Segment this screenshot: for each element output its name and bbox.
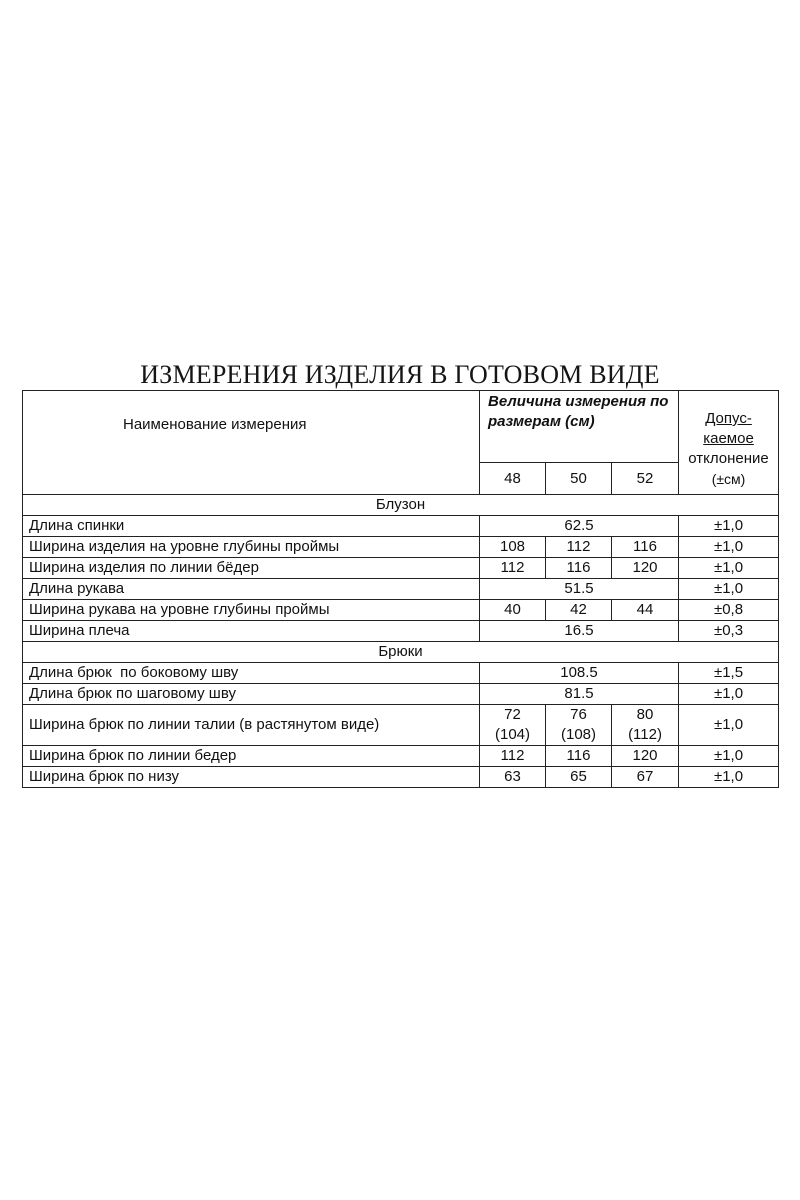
tolerance-header-line1: Допус- bbox=[705, 410, 752, 427]
table-row bbox=[23, 663, 779, 684]
measurement-name: Длина брюк по шаговому шву bbox=[23, 684, 480, 705]
measurement-name: Ширина изделия на уровне глубины проймы bbox=[23, 537, 480, 558]
measurement-value-50: 116 bbox=[546, 746, 612, 767]
measurement-value-50: 65 bbox=[546, 767, 612, 788]
measurement-value-52: 120 bbox=[612, 558, 679, 579]
tolerance-value: ±1,0 bbox=[679, 767, 779, 788]
table-row bbox=[23, 767, 779, 788]
header-row bbox=[23, 391, 779, 463]
measurement-value-48: 108 bbox=[480, 537, 546, 558]
section-row-trousers bbox=[23, 642, 779, 663]
measurement-name: Ширина плеча bbox=[23, 621, 480, 642]
table-row bbox=[23, 558, 779, 579]
measurement-value-52: 116 bbox=[612, 537, 679, 558]
table-row bbox=[23, 684, 779, 705]
table-row bbox=[23, 579, 779, 600]
tolerance-value: ±0,8 bbox=[679, 600, 779, 621]
tolerance-value: ±1,0 bbox=[679, 558, 779, 579]
table-row bbox=[23, 746, 779, 767]
table-row bbox=[23, 516, 779, 537]
measurement-value-48: 40 bbox=[480, 600, 546, 621]
tolerance-value: ±1,0 bbox=[679, 537, 779, 558]
measurement-name: Ширина брюк по линии бедер bbox=[23, 746, 480, 767]
tolerance-value: ±1,5 bbox=[679, 663, 779, 684]
measurement-value: 51.5 bbox=[480, 579, 679, 600]
measurement-name: Длина брюк по боковому шву bbox=[23, 663, 480, 684]
measurement-value-48: 112 bbox=[480, 746, 546, 767]
measurement-value: 81.5 bbox=[480, 684, 679, 705]
measurement-name: Длина спинки bbox=[23, 516, 480, 537]
measurements-table bbox=[22, 390, 779, 788]
measurement-value-48: 63 bbox=[480, 767, 546, 788]
measurement-value-50: 116 bbox=[546, 558, 612, 579]
name-column-header: Наименование измерения bbox=[23, 391, 480, 495]
measurement-name: Ширина рукава на уровне глубины проймы bbox=[23, 600, 480, 621]
measurement-name: Ширина брюк по низу bbox=[23, 767, 480, 788]
measurement-value-50: 42 bbox=[546, 600, 612, 621]
tolerance-value: ±1,0 bbox=[679, 579, 779, 600]
section-title: Брюки bbox=[23, 642, 779, 663]
measurement-value: 108.5 bbox=[480, 663, 679, 684]
tolerance-value: ±0,3 bbox=[679, 621, 779, 642]
value-column-header: Величина измерения по размерам (см) bbox=[480, 391, 679, 463]
measurement-value-52: 67 bbox=[612, 767, 679, 788]
tolerance-value: ±1,0 bbox=[679, 516, 779, 537]
tolerance-value: ±1,0 bbox=[679, 705, 779, 746]
measurement-value-52: 80 (112) bbox=[612, 705, 679, 746]
tolerance-value: ±1,0 bbox=[679, 684, 779, 705]
table-row bbox=[23, 705, 779, 746]
tolerance-column-header bbox=[679, 391, 779, 495]
measurement-value-50: 76 (108) bbox=[546, 705, 612, 746]
tolerance-header-line4: (±см) bbox=[711, 471, 746, 487]
measurement-value-48: 72 (104) bbox=[480, 705, 546, 746]
measurement-value-48: 112 bbox=[480, 558, 546, 579]
size-header-52: 52 bbox=[612, 463, 679, 495]
measurement-value: 16.5 bbox=[480, 621, 679, 642]
measurement-value: 62.5 bbox=[480, 516, 679, 537]
page-title: ИЗМЕРЕНИЯ ИЗДЕЛИЯ В ГОТОВОМ ВИДЕ bbox=[140, 360, 660, 389]
table-row bbox=[23, 600, 779, 621]
table-row bbox=[23, 621, 779, 642]
measurement-name: Ширина брюк по линии талии (в растянутом виде) bbox=[23, 705, 480, 746]
measurement-value-52: 120 bbox=[612, 746, 679, 767]
size-header-48: 48 bbox=[480, 463, 546, 495]
section-row-blouson bbox=[23, 495, 779, 516]
measurement-value-50: 112 bbox=[546, 537, 612, 558]
tolerance-value: ±1,0 bbox=[679, 746, 779, 767]
tolerance-header-line3: отклонение bbox=[688, 450, 769, 467]
measurement-value-52: 44 bbox=[612, 600, 679, 621]
size-header-50: 50 bbox=[546, 463, 612, 495]
measurement-name: Длина рукава bbox=[23, 579, 480, 600]
tolerance-header-line2: каемое bbox=[703, 430, 754, 447]
measurement-name: Ширина изделия по линии бёдер bbox=[23, 558, 480, 579]
table-row bbox=[23, 537, 779, 558]
section-title: Блузон bbox=[23, 495, 779, 516]
